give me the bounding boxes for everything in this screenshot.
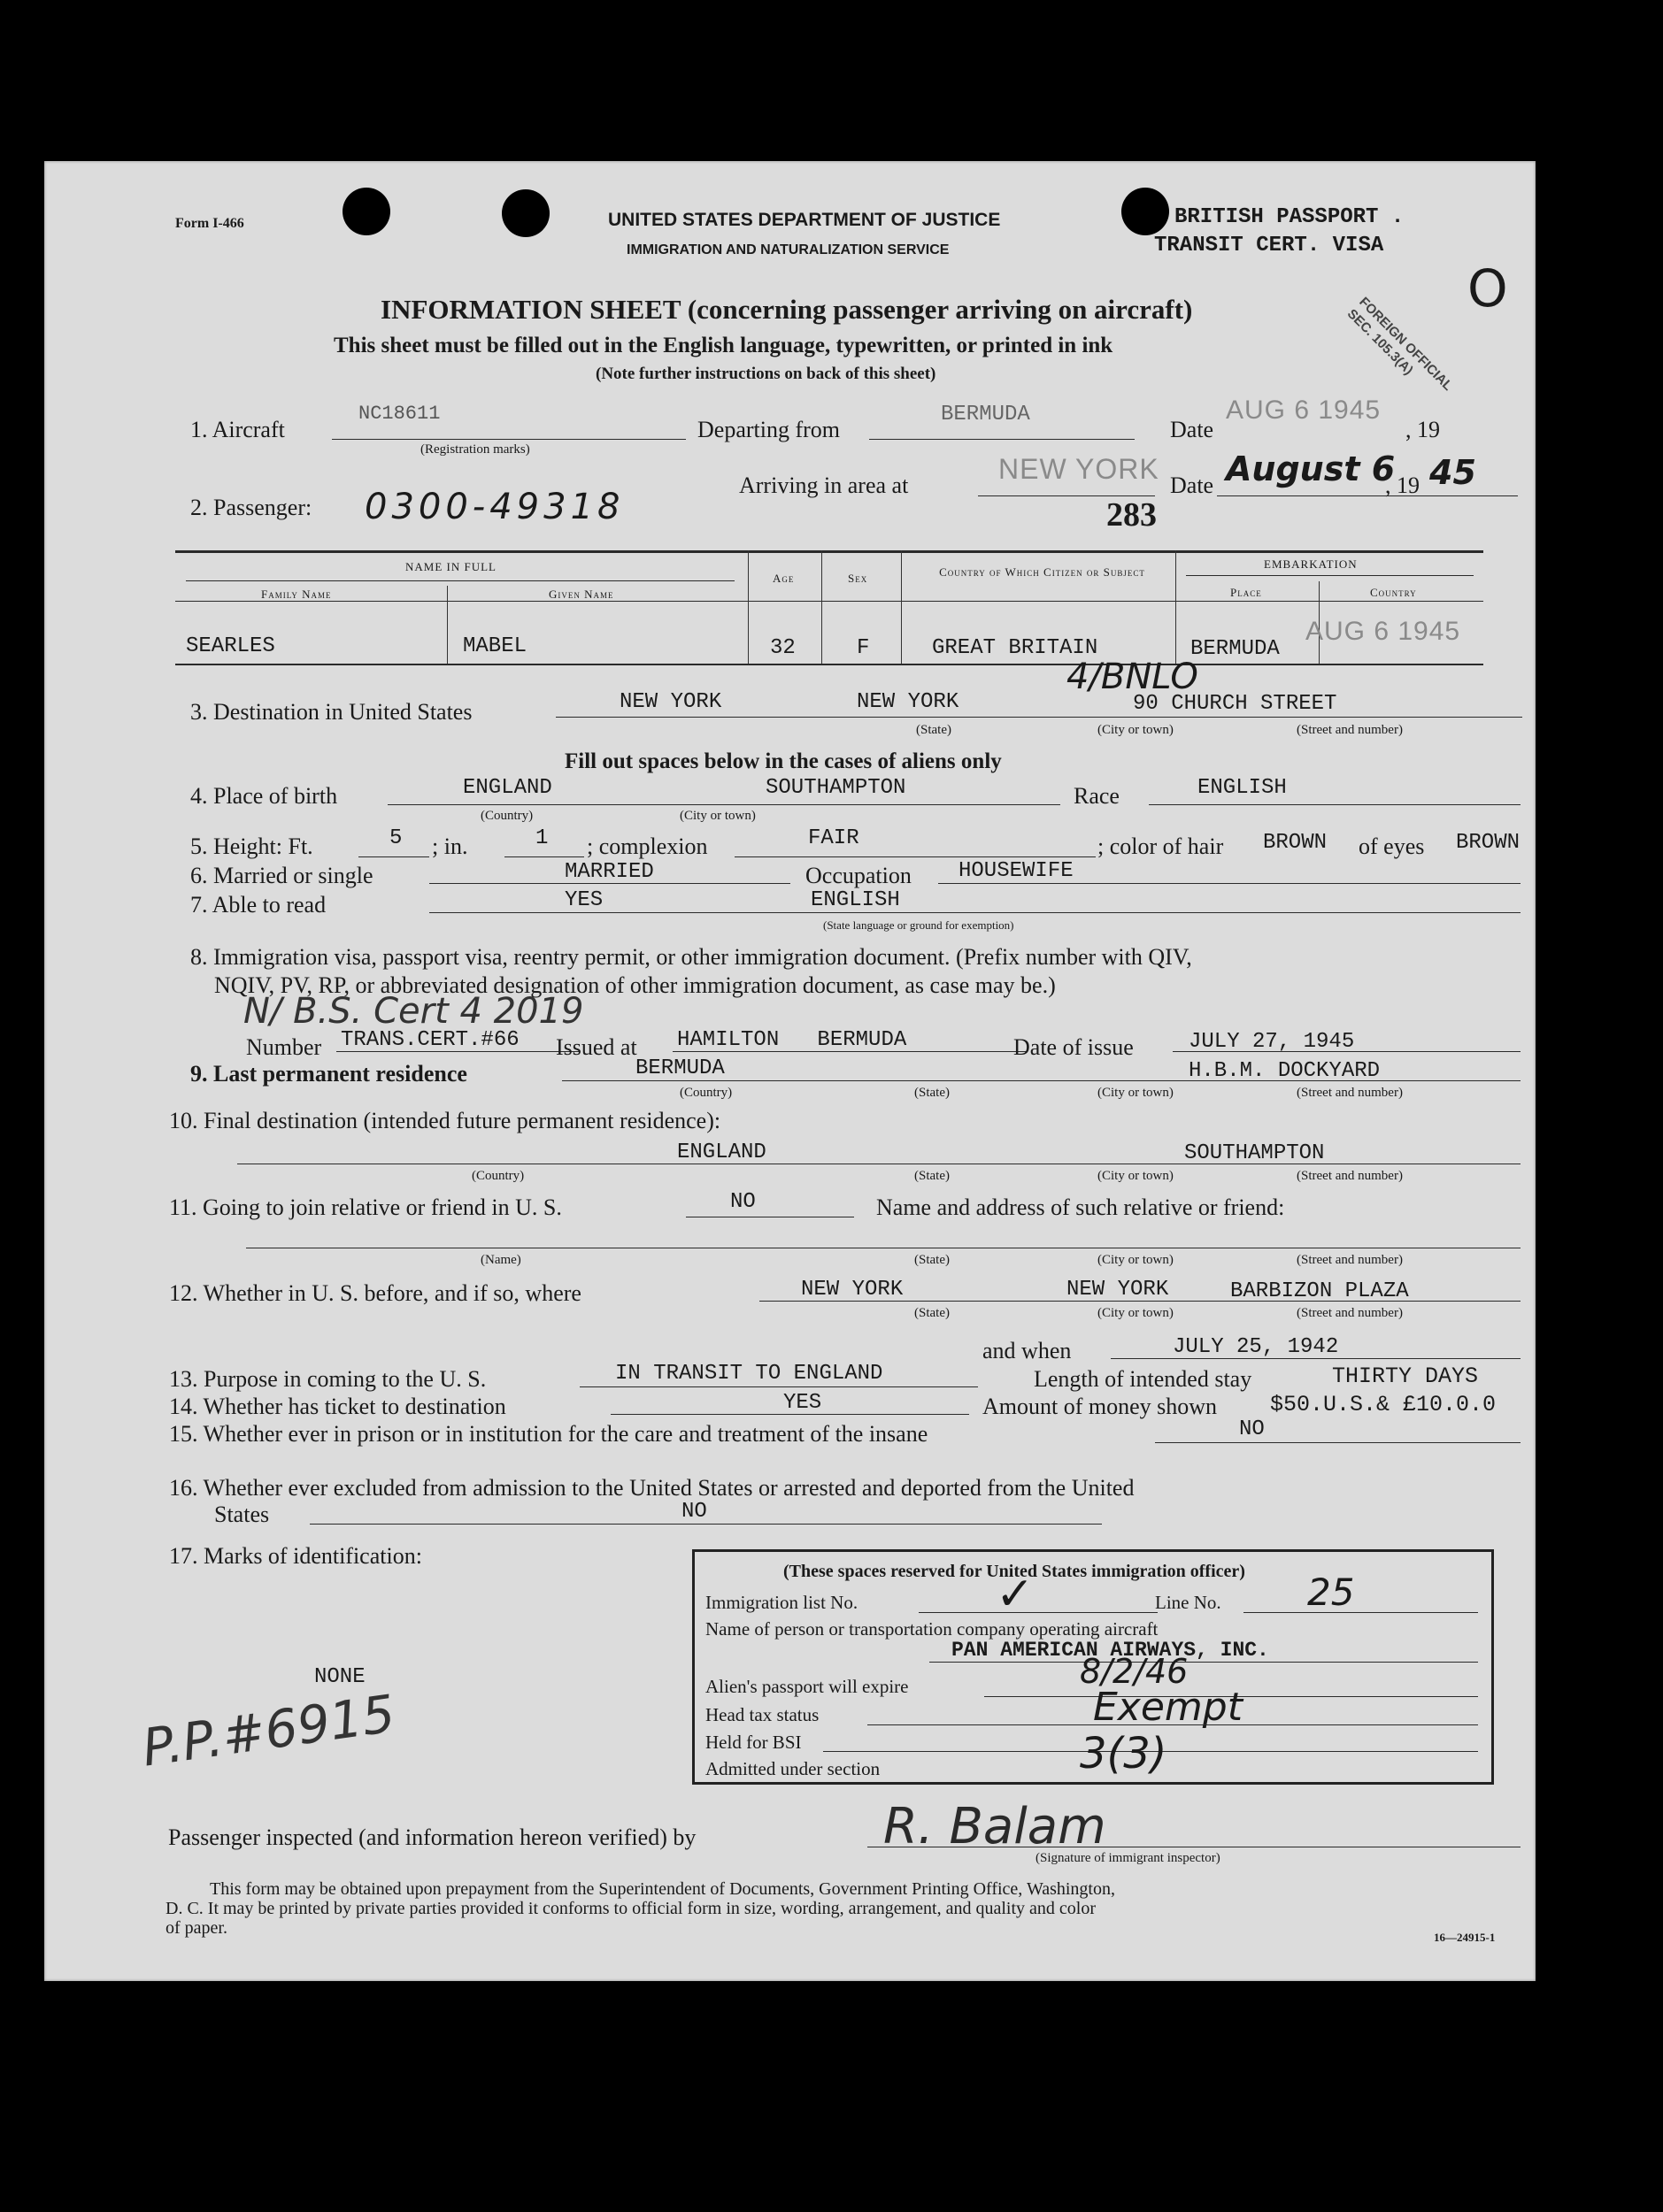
issue-date-label: Date of issue xyxy=(1013,1034,1134,1060)
destination-scrawl: 4/BNLO xyxy=(1066,657,1198,697)
issue-date-value: JULY 27, 1945 xyxy=(1189,1030,1355,1054)
destination-city: NEW YORK xyxy=(857,690,959,714)
visa-line-1: BRITISH PASSPORT . xyxy=(1174,205,1405,229)
title-main: INFORMATION SHEET xyxy=(381,294,681,325)
height-ft: 5 xyxy=(389,826,403,850)
departing-value: BERMUDA xyxy=(941,403,1030,426)
residence-country-sub: (Country) xyxy=(680,1086,733,1100)
destination-label: 3. Destination in United States xyxy=(190,699,473,725)
relative-state-sub: (State) xyxy=(914,1253,950,1267)
punch-hole-middle xyxy=(502,189,550,237)
punch-hole-right xyxy=(1121,188,1169,235)
visa-line-2: TRANSIT CERT. VISA xyxy=(1154,234,1384,257)
passenger-sequence: 283 xyxy=(1106,496,1157,534)
eyes-value: BROWN xyxy=(1456,831,1521,855)
th-age: Age xyxy=(773,572,795,585)
th-country: Country xyxy=(1370,586,1417,599)
excluded-line-2: States xyxy=(214,1502,270,1527)
previous-visit-city: NEW YORK xyxy=(1066,1278,1169,1302)
excluded-line-1: 16. Whether ever excluded from admission to the United States or arrested and deported from the United xyxy=(169,1475,1135,1501)
th-place: Place xyxy=(1230,586,1262,599)
document-number: TRANS.CERT.#66 xyxy=(341,1028,520,1052)
final-destination-city: SOUTHAMPTON xyxy=(1184,1141,1325,1165)
form-title xyxy=(381,294,1192,326)
instruction-2: (Note further instructions on back of this sheet) xyxy=(596,365,936,383)
birthplace-country-sub: (Country) xyxy=(481,809,534,823)
date-suffix: , 19 xyxy=(1405,417,1440,442)
relative-city-sub: (City or town) xyxy=(1097,1253,1174,1267)
destination-state-sub: (State) xyxy=(916,723,951,737)
punch-hole-left xyxy=(343,188,390,235)
money-label: Amount of money shown xyxy=(982,1394,1218,1419)
read-label: 7. Able to read xyxy=(190,892,327,918)
aliens-only-note: Fill out spaces below in the cases of aliens only xyxy=(565,749,1002,773)
stay-value: THIRTY DAYS xyxy=(1332,1363,1479,1389)
th-given-name: Given Name xyxy=(549,588,614,601)
passport-value: 8/2/46 xyxy=(1080,1652,1189,1691)
final-street-sub: (Street and number) xyxy=(1297,1169,1403,1183)
inspected-label: Passenger inspected (and information hereon verified) by xyxy=(168,1824,697,1850)
destination-street: 90 CHURCH STREET xyxy=(1133,692,1337,716)
row-age: 32 xyxy=(770,636,796,660)
document-line-1: 8. Immigration visa, passport visa, reentry permit, or other immigration document. (Prefix number with QIV, xyxy=(190,944,1192,970)
document-number-label: Number xyxy=(246,1034,322,1060)
prison-value: NO xyxy=(1239,1417,1265,1441)
arriving-value: NEW YORK xyxy=(998,453,1159,485)
arrival-year-value: 45 xyxy=(1429,453,1476,492)
previous-state-sub: (State) xyxy=(914,1306,950,1320)
department-title: UNITED STATES DEPARTMENT OF JUSTICE xyxy=(608,210,1001,230)
title-sub: (concerning passenger arriving on aircraft) xyxy=(687,294,1193,325)
list-check: ✓ xyxy=(996,1568,1035,1621)
form-number: Form I-466 xyxy=(175,216,244,231)
row-family: SEARLES xyxy=(186,634,275,658)
complexion-value: FAIR xyxy=(808,826,859,850)
destination-city-sub: (City or town) xyxy=(1097,723,1174,737)
passport-label: Alien's passport will expire xyxy=(705,1676,909,1697)
headtax-label: Head tax status xyxy=(705,1704,820,1725)
row-embark-stamp: AUG 6 1945 xyxy=(1305,617,1461,646)
officer-title: (These spaces reserved for United States immigration officer) xyxy=(783,1562,1245,1581)
birthplace-country: ENGLAND xyxy=(463,776,552,800)
passenger-label: 2. Passenger: xyxy=(190,495,312,520)
registration-label: (Registration marks) xyxy=(420,442,530,457)
final-state-sub: (State) xyxy=(914,1169,950,1183)
footer-line-1: This form may be obtained upon prepayment from the Superintendent of Documents, Government Printing Office, Washington, xyxy=(210,1879,1115,1899)
final-city-sub: (City or town) xyxy=(1097,1169,1174,1183)
height-in-label: ; in. xyxy=(432,833,468,859)
destination-street-sub: (Street and number) xyxy=(1297,723,1403,737)
birthplace-city: SOUTHAMPTON xyxy=(766,776,906,800)
row-citizen: GREAT BRITAIN xyxy=(932,636,1098,660)
issued-value: HAMILTON BERMUDA xyxy=(677,1028,907,1052)
date-label: Date xyxy=(1170,417,1214,442)
purpose-value: IN TRANSIT TO ENGLAND xyxy=(615,1362,883,1386)
excluded-value: NO xyxy=(681,1500,707,1524)
join-relative-label: 11. Going to join relative or friend in U. S. xyxy=(169,1194,562,1220)
relative-name-sub: (Name) xyxy=(481,1253,521,1267)
relative-name-label: Name and address of such relative or friend: xyxy=(876,1194,1285,1220)
row-place: BERMUDA xyxy=(1190,637,1280,661)
issued-label: Issued at xyxy=(556,1034,637,1060)
previous-visit-label: 12. Whether in U. S. before, and if so, where xyxy=(169,1280,581,1306)
footer-line-3: of paper. xyxy=(166,1918,227,1938)
th-embarkation: EMBARKATION xyxy=(1264,557,1358,571)
residence-street-sub: (Street and number) xyxy=(1297,1086,1403,1100)
th-country-citizen: Country of Which Citizen or Subject xyxy=(939,565,1145,579)
inspector-sub: (Signature of immigrant inspector) xyxy=(1036,1851,1220,1865)
previous-visit-street: BARBIZON PLAZA xyxy=(1230,1279,1409,1303)
departure-date-stamp: AUG 6 1945 xyxy=(1226,396,1382,425)
when-value: JULY 25, 1942 xyxy=(1173,1335,1339,1359)
th-name-in-full: NAME IN FULL xyxy=(405,560,497,573)
marital-label: 6. Married or single xyxy=(190,863,373,888)
height-in: 1 xyxy=(535,826,549,850)
headtax-value: Exempt xyxy=(1093,1685,1243,1730)
residence-street: H.B.M. DOCKYARD xyxy=(1189,1059,1381,1083)
residence-city-sub: (City or town) xyxy=(1097,1086,1174,1100)
destination-state: NEW YORK xyxy=(620,690,722,714)
arrival-date-label: Date xyxy=(1170,472,1214,498)
residence-country: BERMUDA xyxy=(635,1056,725,1080)
read-sub: (State language or ground for exemption) xyxy=(823,918,1014,932)
ticket-label: 14. Whether has ticket to destination xyxy=(169,1394,506,1419)
th-family-name: Family Name xyxy=(261,588,332,601)
marks-scrawl: P.P.#6915 xyxy=(138,1683,399,1778)
hair-value: BROWN xyxy=(1263,831,1328,855)
company-label: Name of person or transportation company operating aircraft xyxy=(705,1618,1159,1640)
instruction-1: This sheet must be filled out in the English language, typewritten, or printed in ink xyxy=(334,334,1113,357)
aircraft-value: NC18611 xyxy=(358,403,441,425)
th-sex: Sex xyxy=(848,572,868,585)
occupation-label: Occupation xyxy=(805,863,912,888)
aircraft-label: 1. Aircraft xyxy=(190,417,285,442)
section-value: 3(3) xyxy=(1080,1729,1167,1778)
previous-city-sub: (City or town) xyxy=(1097,1306,1174,1320)
purpose-label: 13. Purpose in coming to the U. S. xyxy=(169,1366,487,1392)
foreign-official-stamp: FOREIGN OFFICIAL SEC. 105.3(A) xyxy=(1343,294,1456,394)
race-value: ENGLISH xyxy=(1197,776,1287,800)
previous-street-sub: (Street and number) xyxy=(1297,1306,1403,1320)
stay-label: Length of intended stay xyxy=(1034,1366,1252,1392)
read-language: ENGLISH xyxy=(811,888,900,912)
final-country-sub: (Country) xyxy=(472,1169,525,1183)
section-label: Admitted under section xyxy=(705,1758,881,1779)
line-no-label: Line No. xyxy=(1155,1592,1221,1613)
arrival-date-value: August 6 xyxy=(1226,449,1396,488)
previous-visit-state: NEW YORK xyxy=(801,1278,904,1302)
passenger-number: 0300-49318 xyxy=(365,487,625,527)
ticket-value: YES xyxy=(783,1391,822,1415)
circle-mark: O xyxy=(1467,258,1508,319)
arriving-label: Arriving in area at xyxy=(739,472,909,498)
form-paper xyxy=(44,161,1536,1981)
inspector-signature: R. Balam xyxy=(883,1798,1106,1855)
service-title: IMMIGRATION AND NATURALIZATION SERVICE xyxy=(627,242,950,257)
height-label: 5. Height: Ft. xyxy=(190,833,313,859)
list-label: Immigration list No. xyxy=(705,1592,858,1613)
occupation-value: HOUSEWIFE xyxy=(959,859,1074,883)
eyes-label: of eyes xyxy=(1359,833,1425,859)
marital-value: MARRIED xyxy=(565,860,654,884)
when-label: and when xyxy=(982,1338,1072,1363)
footer-code: 16—24915-1 xyxy=(1434,1931,1496,1944)
prison-label: 15. Whether ever in prison or in institution for the care and treatment of the insane xyxy=(169,1421,928,1447)
arrival-year-prefix: , 19 xyxy=(1385,472,1420,498)
race-label: Race xyxy=(1074,783,1120,809)
bsi-label: Held for BSI xyxy=(705,1732,802,1753)
footer-line-2: D. C. It may be printed by private parties provided it conforms to official form in size, wording, arrangement, and quality and color xyxy=(166,1899,1097,1918)
row-sex: F xyxy=(857,636,870,660)
hair-label: ; color of hair xyxy=(1097,833,1224,859)
document-scrawl: N/ B.S. Cert 4 2019 xyxy=(243,991,584,1032)
join-relative-value: NO xyxy=(730,1190,756,1214)
final-destination-label: 10. Final destination (intended future permanent residence): xyxy=(169,1108,721,1133)
relative-street-sub: (Street and number) xyxy=(1297,1253,1403,1267)
line-no-value: 25 xyxy=(1307,1571,1355,1614)
marks-value: NONE xyxy=(314,1665,366,1689)
departing-label: Departing from xyxy=(697,417,841,442)
row-given: MABEL xyxy=(463,634,527,658)
money-value: $50.U.S.& £10.0.0 xyxy=(1270,1392,1497,1417)
complexion-label: ; complexion xyxy=(587,833,708,859)
read-value: YES xyxy=(565,888,604,912)
company-value: PAN AMERICAN AIRWAYS, INC. xyxy=(951,1639,1269,1662)
birthplace-city-sub: (City or town) xyxy=(680,809,756,823)
marks-label: 17. Marks of identification: xyxy=(169,1543,422,1569)
document-line-2: NQIV, PV, RP, or abbreviated designation of other immigration document, as case may be.) xyxy=(214,972,1056,998)
final-destination-country: ENGLAND xyxy=(677,1141,766,1164)
residence-state-sub: (State) xyxy=(914,1086,950,1100)
birthplace-label: 4. Place of birth xyxy=(190,783,338,809)
residence-label: 9. Last permanent residence xyxy=(190,1061,467,1087)
